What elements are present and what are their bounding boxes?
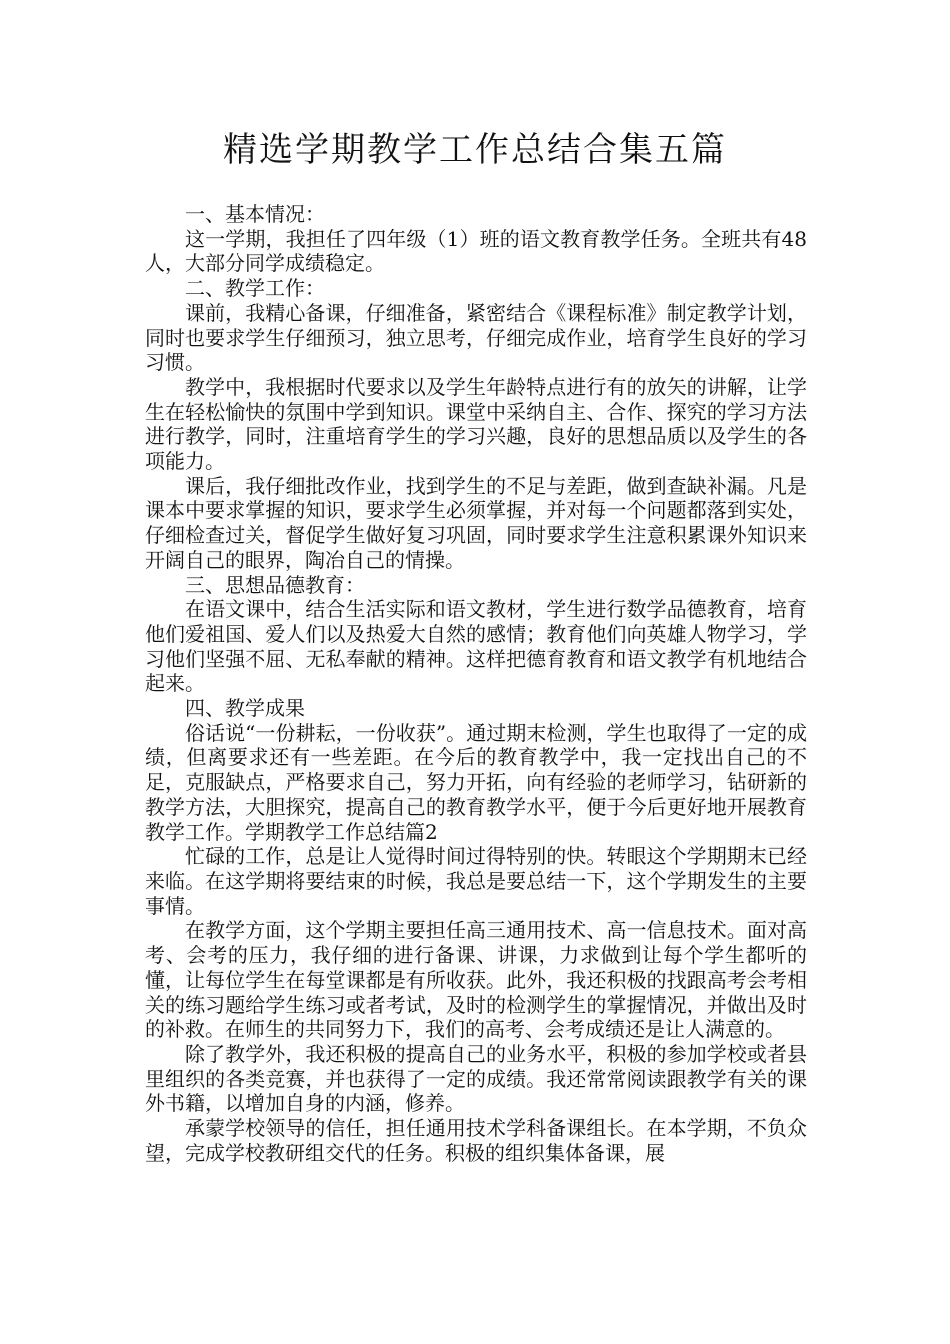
paragraph: 课前，我精心备课，仔细准备，紧密结合《课程标准》制定教学计划，同时也要求学生仔细预习，独立思考，仔细完成作业，培育学生良好的学习习惯。 <box>145 300 807 375</box>
paragraph: 这一学期，我担任了四年级（1）班的语文教育教学任务。全班共有48人，大部分同学成绩稳定。 <box>145 226 807 276</box>
section-heading: 三、思想品德教育： <box>185 572 365 597</box>
section-heading: 四、教学成果 <box>185 696 305 721</box>
paragraph: 在教学方面，这个学期主要担任高三通用技术、高一信息技术。面对高考、会考的压力，我仔细的进行备课、讲课，力求做到让每个学生都听的懂，让每位学生在每堂课都是有所收获。此外，我还积极的找跟高考会考相关的练习题给学生练习或者考试，及时的检测学生的掌握情况，并做出及时的补救。在师生的共同努力下，我们的高考、会考成绩还是让人满意的。 <box>145 918 807 1042</box>
paragraph: 教学中，我根据时代要求以及学生年龄特点进行有的放矢的讲解，让学生在轻松愉快的氛围中学到知识。课堂中采纳自主、合作、探究的学习方法进行教学，同时，注重培育学生的学习兴趣，良好的思想品质以及学生的各项能力。 <box>145 374 807 474</box>
document-title: 精选学期教学工作总结合集五篇 <box>223 130 727 170</box>
section-heading: 二、教学工作： <box>185 276 325 301</box>
section-heading: 一、基本情况： <box>185 202 325 226</box>
paragraph: 课后，我仔细批改作业，找到学生的不足与差距，做到查缺补漏。凡是课本中要求掌握的知识，要求学生必须掌握，并对每一个问题都落到实处，仔细检查过关，督促学生做好复习巩固，同时要求学生注意积累课外知识来开阔自己的眼界，陶冶自己的情操。 <box>145 473 807 572</box>
paragraph: 在语文课中，结合生活实际和语文教材，学生进行数学品德教育，培育他们爱祖国、爱人们以及热爱大自然的感情；教育他们向英雄人物学习，学习他们坚强不屈、无私奉献的精神。这样把德育教育和语文教学有机地结合起来。 <box>145 597 807 696</box>
paragraph: 忙碌的工作，总是让人觉得时间过得特别的快。转眼这个学期期末已经来临。在这学期将要结束的时候，我总是要总结一下，这个学期发生的主要事情。 <box>145 844 807 918</box>
paragraph: 除了教学外，我还积极的提高自己的业务水平，积极的参加学校或者县里组织的各类竞赛，并也获得了一定的成绩。我还常常阅读跟教学有关的课外书籍，以增加自身的内涵，修养。 <box>145 1041 807 1116</box>
paragraph: 承蒙学校领导的信任，担任通用技术学科备课组长。在本学期，不负众望，完成学校教研组交代的任务。积极的组织集体备课，展 <box>145 1116 807 1165</box>
paragraph: 俗话说“一份耕耘，一份收获”。通过期末检测，学生也取得了一定的成绩，但离要求还有一些差距。在今后的教育教学中，我一定找出自己的不足，克服缺点，严格要求自己，努力开拓，向有经验的老师学习，钻研新的教学方法，大胆探究，提高自己的教育教学水平，便于今后更好地开展教育教学工作。学期教学工作总结篇2 <box>145 720 807 844</box>
document-body <box>145 202 807 1165</box>
